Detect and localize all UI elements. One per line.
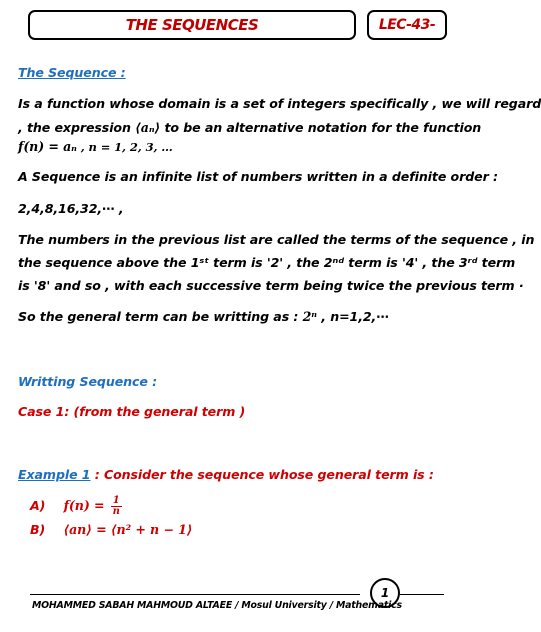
part-b-label: B) [30, 522, 46, 537]
lecture-number: LEC-43- [378, 17, 436, 33]
sequence-definition: A Sequence is an infinite list of numbers written in a definite order : [18, 169, 498, 184]
example-list: 2,4,8,16,32,⋯ , [18, 201, 124, 216]
part-a-line [30, 494, 470, 517]
footer-author: MOHAMMED SABAH MAHMOUD ALTAEE / Mosul University / Mathematics [32, 600, 402, 611]
terms-line-3: is '8' and so , with each successive term being twice the previous term · [18, 278, 524, 293]
page-number: 1 [380, 586, 390, 600]
general-term-text: So the general term can be writting as : [18, 309, 303, 324]
general-term-formula: 2ⁿ [302, 309, 317, 324]
index-range: , n = 1, 2, 3, … [76, 140, 173, 154]
part-a-numerator: 1 [112, 495, 120, 506]
definition-line-2-text-b: to be an alternative notation for the function [160, 120, 482, 135]
part-a-label: A) [30, 498, 46, 513]
part-a-lhs: f(n) = [63, 498, 105, 513]
footer-divider-left [30, 594, 360, 595]
definition-line-1: Is a function whose domain is a set of integers specifically , we will regard [18, 96, 541, 111]
example-1-line [18, 463, 458, 486]
terms-line-1: The numbers in the previous list are called the terms of the sequence , in [18, 232, 535, 247]
part-b-formula: ⟨an⟩ = ⟨n² + n − 1⟩ [63, 522, 193, 537]
part-a-fraction [111, 496, 122, 517]
general-term-line [18, 305, 458, 328]
page-title: THE SEQUENCES [125, 16, 259, 34]
part-a-denominator: n [112, 506, 120, 517]
function-notation: f(n) = aₙ [18, 139, 77, 154]
definition-line-3 [18, 135, 458, 159]
example-1-label: Example 1 [18, 467, 91, 482]
terms-line-2: the sequence above the 1ˢᵗ term is '2' , the 2ⁿᵈ term is '4' , the 3ʳᵈ term [18, 255, 516, 270]
sequence-heading: The Sequence : [18, 65, 126, 80]
part-b-line [30, 518, 470, 541]
case-1-heading: Case 1: (from the general term ) [18, 404, 246, 419]
definition-line-2-text-a: , the expression [18, 120, 136, 135]
sequence-notation: ⟨aₙ⟩ [135, 120, 161, 135]
general-term-range: , n=1,2,⋯ [316, 309, 389, 324]
example-1-text: : Consider the sequence whose general term is : [90, 467, 434, 482]
footer-divider-right [400, 594, 444, 595]
header-title-box [28, 10, 356, 40]
writing-sequence-heading: Writting Sequence : [18, 374, 158, 389]
lecture-number-box [367, 10, 447, 40]
